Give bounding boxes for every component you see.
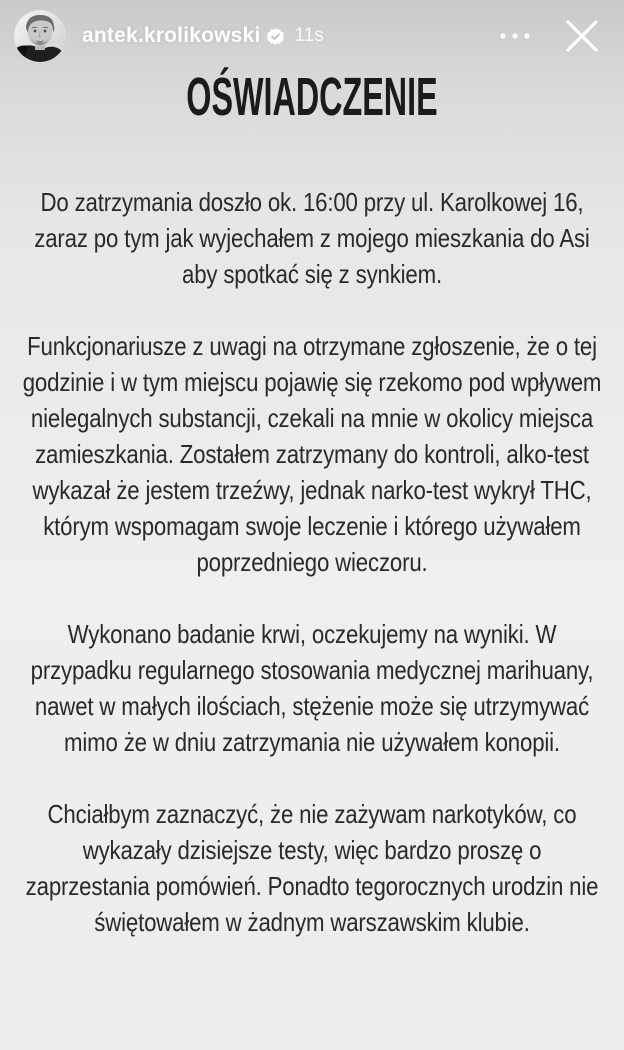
close-button[interactable] — [558, 12, 606, 60]
avatar-photo — [14, 10, 66, 62]
username[interactable]: antek.krolikowski — [82, 24, 261, 47]
story-header — [0, 8, 624, 64]
statement-paragraphs — [0, 184, 624, 940]
ellipsis-icon — [498, 31, 532, 41]
close-icon — [562, 16, 602, 56]
story-timestamp: 11s — [294, 25, 324, 46]
statement-paragraph-1: Do zatrzymania doszło ok. 16:00 przy ul. Karolkowej 16, zaraz po tym jak wyjechałem z mojego mieszkania do Asi aby spotkać się z synkiem. — [34, 187, 590, 289]
statement-paragraph-3: Wykonano badanie krwi, oczekujemy na wyniki. W przypadku regularnego stosowania medycznej marihuany, nawet w małych ilościach, stężenie może się utrzymywać mimo że w dniu zatrzymania nie używałem konopii. — [30, 619, 594, 757]
statement-title: OŚWIADCZENIE — [186, 67, 438, 127]
more-options-button[interactable] — [494, 27, 536, 45]
verified-badge-icon — [267, 28, 284, 45]
avatar[interactable] — [14, 10, 66, 62]
statement-paragraph-4: Chciałbym zaznaczyć, że nie zażywam narkotyków, co wykazały dzisiejsze testy, więc bardzo proszę o zaprzestania pomówień. Ponadto tegorocznych urodzin nie świętowałem w żadnym warszawskim klubie. — [25, 799, 599, 937]
statement-paragraph-2: Funkcjonariusze z uwagi na otrzymane zgłoszenie, że o tej godzinie i w tym miejscu pojawię się rzekomo pod wpływem nielegalnych substancji, czekali na mnie w okolicy miejsca zamieszkania. Zostałem zatrzymany do kontroli, alko-test wykazał że jestem trzeźwy, jednak narko-test wykrył THC, którym wspomagam swoje leczenie i którego używałem poprzedniego wieczoru. — [22, 331, 602, 577]
